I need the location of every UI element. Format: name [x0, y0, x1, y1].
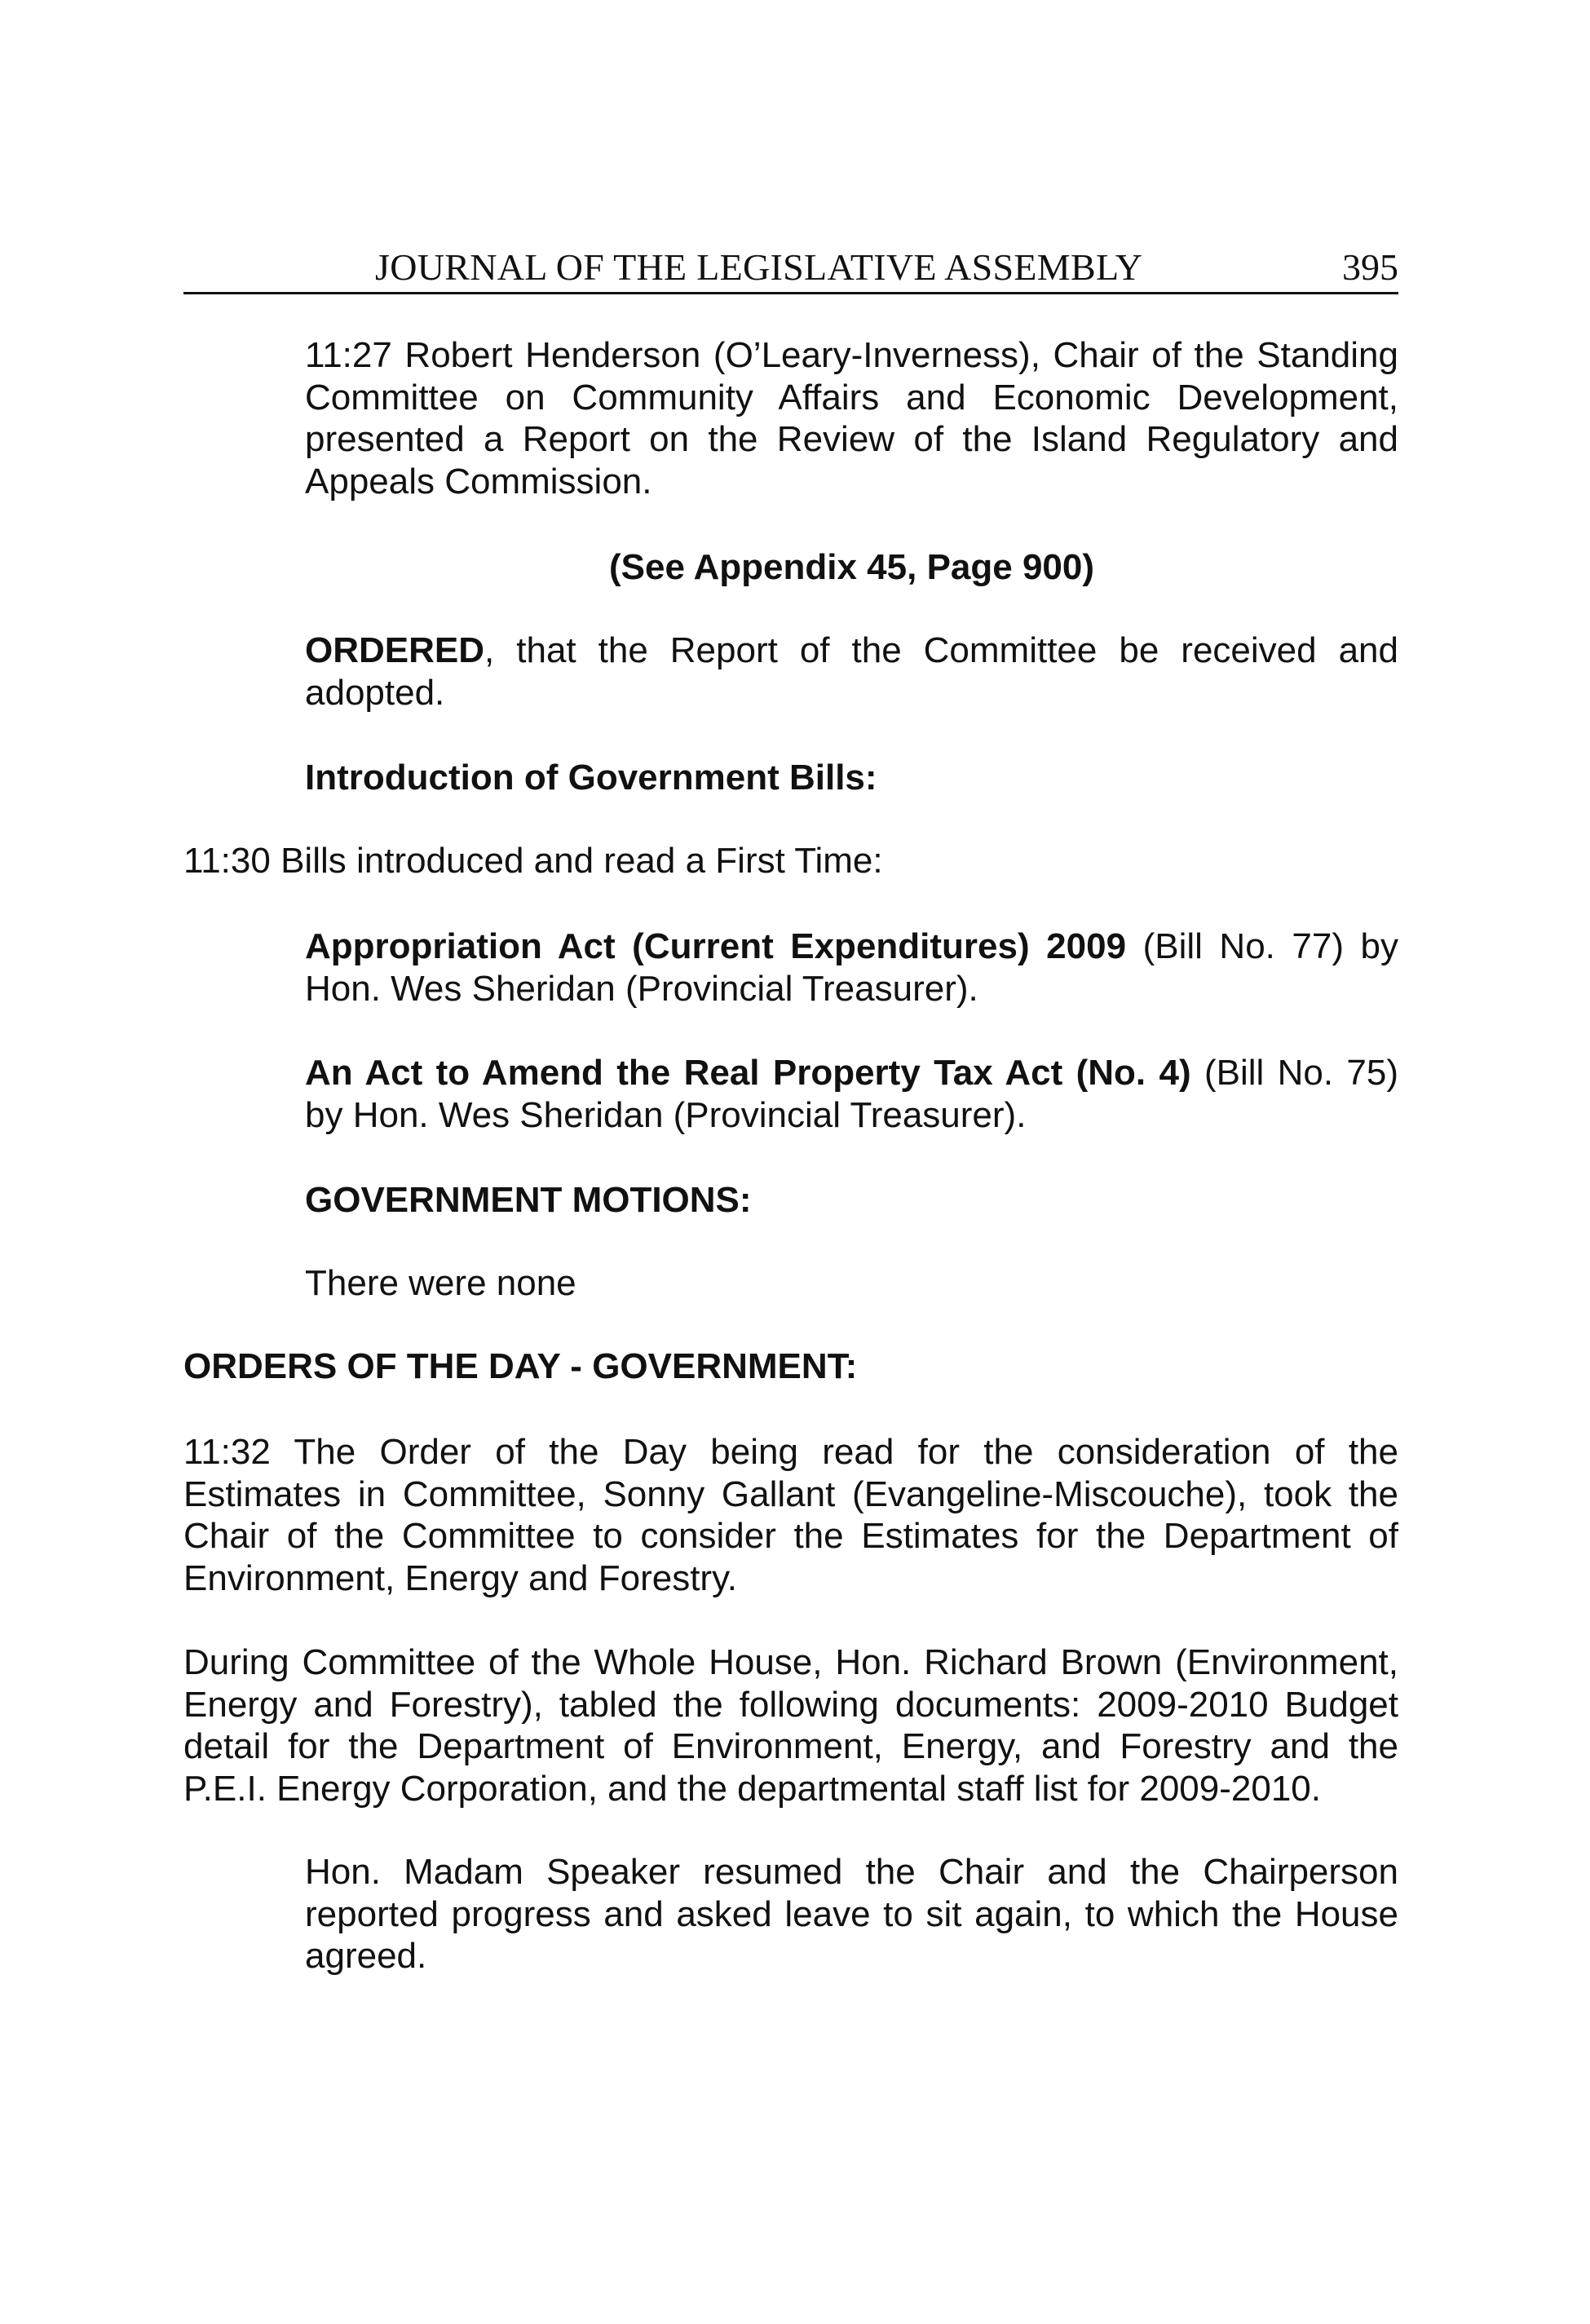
journal-title: JOURNAL OF THE LEGISLATIVE ASSEMBLY [375, 246, 1143, 288]
bill-entry [305, 926, 1398, 1010]
bill-details: (Bill No. 75) by Hon. Wes Sheridan (Provincial Treasurer). [305, 1053, 1398, 1135]
government-motions-text: There were none [305, 1263, 576, 1303]
committee-report-paragraph: 11:27 Robert Henderson (O’Leary-Inverness), Chair of the Standing Committee on Community Affairs and Economic Development, presented a Report on the Review of the Island Regulatory and Appeals Commission. [305, 335, 1398, 501]
speaker-resumed-paragraph: Hon. Madam Speaker resumed the Chair and the Chairperson reported progress and asked leave to sit again, to which the House agreed. [305, 1852, 1398, 1976]
bill-title: An Act to Amend the Real Property Tax Act (No. 4) [305, 1053, 1191, 1093]
government-bills-heading: Introduction of Government Bills: [305, 758, 877, 797]
bills-introduced-line: 11:30 Bills introduced and read a First Time: [183, 841, 883, 881]
order-of-day-paragraph: 11:32 The Order of the Day being read for the consideration of the Estimates in Committee, Sonny Gallant (Evangeline-Miscouche), took the Chair of the Committee to consider the Estimates for the Department of Environment, Energy and Forestry. [183, 1432, 1398, 1598]
running-header [183, 243, 1398, 294]
ordered-paragraph [305, 630, 1398, 714]
page-number: 395 [1342, 246, 1398, 288]
government-motions-heading: GOVERNMENT MOTIONS: [305, 1180, 752, 1220]
ordered-keyword: ORDERED [305, 630, 485, 670]
orders-of-day-heading: ORDERS OF THE DAY - GOVERNMENT: [183, 1346, 858, 1386]
bill-details: (Bill No. 77) by Hon. Wes Sheridan (Provincial Treasurer). [305, 926, 1399, 1009]
bill-title: Appropriation Act (Current Expenditures) 2009 [305, 926, 1127, 966]
bill-entry [305, 1052, 1398, 1136]
appendix-reference: (See Appendix 45, Page 900) [608, 547, 1095, 587]
committee-whole-paragraph: During Committee of the Whole House, Hon. Richard Brown (Environment, Energy and Forestry), tabled the following documents: 2009-2010 Budget detail for the Department of Environment, Energy, and Forestry and the P.E.I. Energy Corporation, and the departmental staff list for 2009-2010. [183, 1642, 1398, 1809]
ordered-text: , that the Report of the Committee be received and adopted. [305, 630, 1398, 713]
